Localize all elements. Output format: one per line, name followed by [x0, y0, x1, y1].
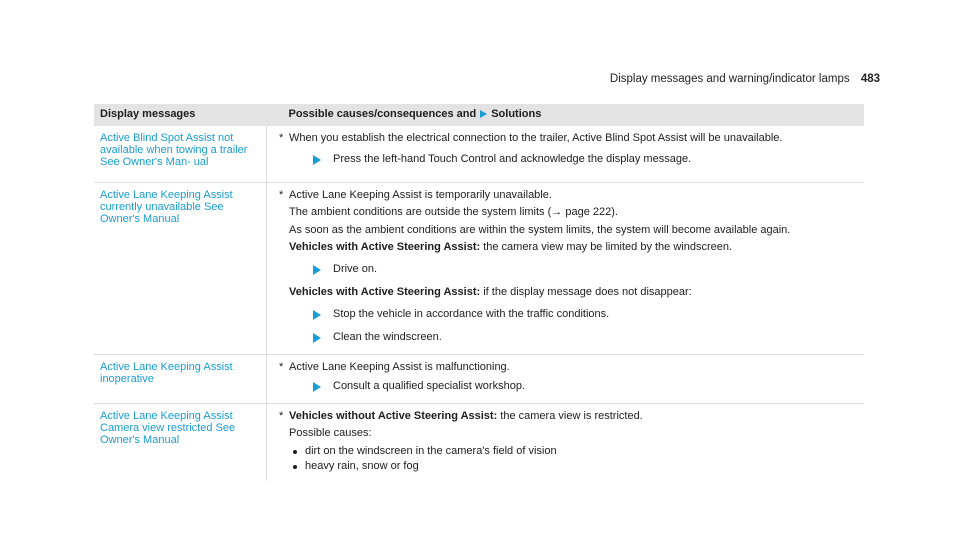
step-arrow-icon	[313, 155, 321, 165]
cause-text: As soon as the ambient conditions are within the system limits, the system will become available again.	[289, 223, 791, 236]
footnote-star: *	[279, 188, 284, 201]
display-message: Active Blind Spot Assist not available when towing a trailer See Owner's Man- ual	[94, 126, 267, 183]
page-number: 483	[860, 73, 880, 85]
step-arrow-icon	[313, 382, 321, 392]
table-row	[94, 354, 864, 403]
column-header-display-messages: Display messages	[94, 104, 267, 126]
cause-text: Possible causes:	[289, 427, 372, 439]
display-messages-table	[94, 104, 864, 481]
page-header	[610, 73, 880, 85]
step-arrow-icon	[313, 265, 321, 275]
table-row	[94, 403, 864, 481]
cause-text: Active Lane Keeping Assist is temporarily unavailable.	[289, 188, 552, 201]
display-message: Active Lane Keeping Assist Camera view restricted See Owner's Manual	[94, 403, 267, 481]
condition-label: Vehicles without Active Steering Assist:	[289, 409, 498, 422]
solution-step	[313, 379, 858, 395]
causes-cell	[267, 182, 865, 354]
condition-text: the camera view may be limited by the windscreen.	[480, 241, 733, 253]
solution-step-text: Consult a qualified specialist workshop.	[333, 380, 525, 392]
solution-step	[313, 307, 858, 323]
solutions-arrow-icon	[480, 110, 487, 118]
cause-text: Active Lane Keeping Assist is malfunctioning.	[289, 360, 510, 373]
table-row	[94, 126, 864, 183]
bullet-text: dirt on the windscreen in the camera's field of vision	[305, 444, 557, 457]
condition-text: the camera view is restricted.	[497, 409, 643, 422]
display-message: Active Lane Keeping Assist inoperative	[94, 354, 267, 403]
causes-cell	[267, 403, 865, 481]
causes-cell	[267, 126, 865, 183]
condition-label: Vehicles with Active Steering Assist:	[289, 241, 481, 253]
causes-header-label: Possible causes/consequences and	[288, 108, 477, 120]
page-reference-link[interactable]: page 222).	[562, 206, 618, 218]
column-header-causes	[267, 104, 865, 126]
solution-step	[313, 262, 858, 278]
footnote-star: *	[279, 360, 284, 373]
condition-line	[289, 409, 858, 425]
solution-step	[313, 152, 858, 168]
page-reference-arrow: →	[551, 206, 563, 218]
solution-step-text: Stop the vehicle in accordance with the traffic conditions.	[333, 307, 610, 320]
solution-step	[313, 330, 858, 346]
footnote-star: *	[279, 409, 284, 422]
cause-text: When you establish the electrical connection to the trailer, Active Blind Spot Assist will be unavailable.	[289, 131, 783, 144]
table-row	[94, 182, 864, 354]
step-arrow-icon	[313, 310, 321, 320]
solution-step-text: Press the left-hand Touch Control and acknowledge the display message.	[333, 153, 692, 165]
bullet-dot-icon	[293, 450, 297, 454]
step-arrow-icon	[313, 333, 321, 343]
display-message: Active Lane Keeping Assist currently unavailable See Owner's Manual	[94, 182, 267, 354]
condition-line	[289, 240, 858, 256]
condition-label: Vehicles with Active Steering Assist:	[289, 286, 481, 298]
solution-step-text: Clean the windscreen.	[333, 331, 442, 343]
bullet-dot-icon	[293, 465, 297, 469]
bullet-text: heavy rain, snow or fog	[305, 460, 419, 472]
solution-step-text: Drive on.	[333, 262, 378, 275]
solutions-header-label: Solutions	[491, 108, 542, 120]
condition-text: if the display message does not disappear:	[480, 286, 692, 298]
footnote-star: *	[279, 131, 284, 144]
cause-text-reference	[289, 205, 858, 221]
reference-prefix: The ambient conditions are outside the system limits (	[289, 206, 552, 218]
table-header-row	[94, 104, 864, 126]
bullet-item	[293, 459, 858, 475]
condition-line	[289, 285, 858, 301]
page-header-title: Display messages and warning/indicator lamps	[609, 73, 850, 85]
bullet-item	[293, 444, 858, 460]
causes-cell	[267, 354, 865, 403]
